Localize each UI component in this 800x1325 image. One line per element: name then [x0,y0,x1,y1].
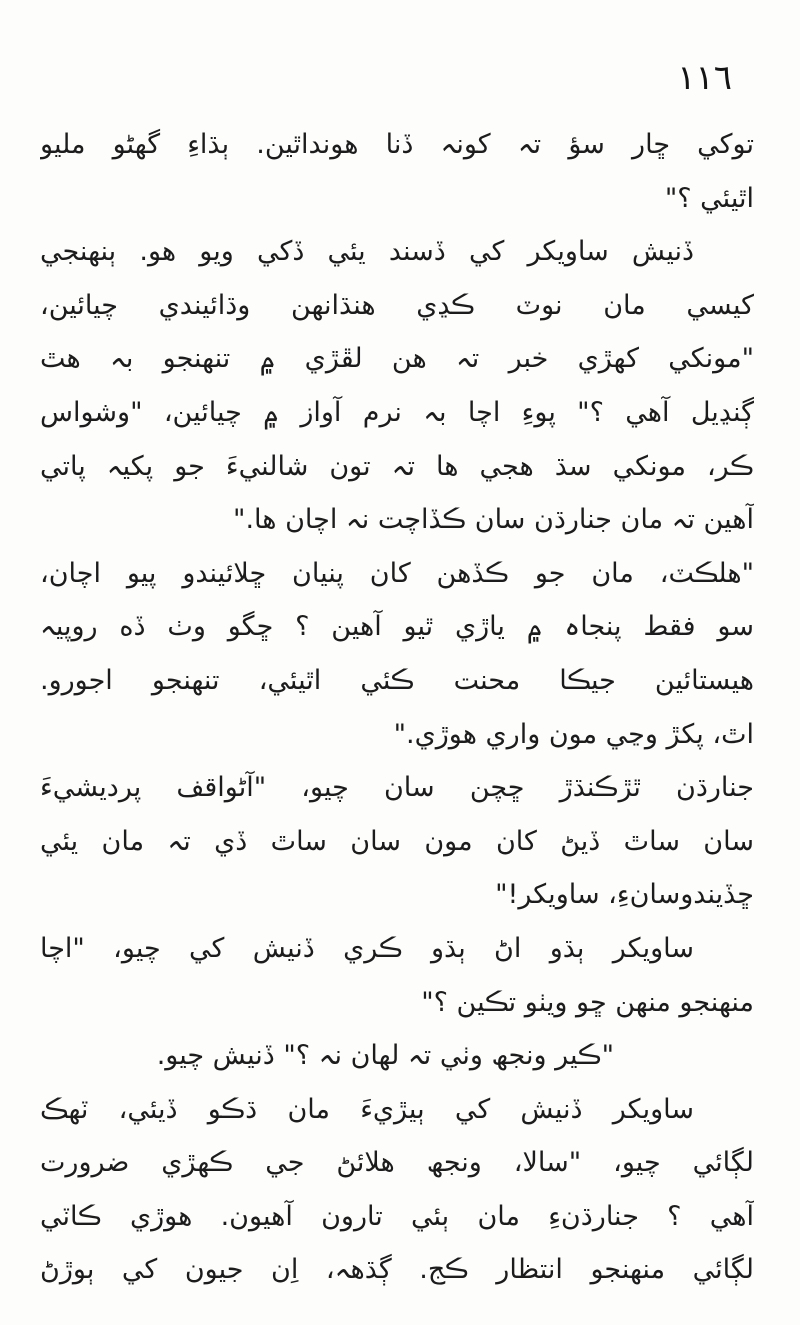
text-line: آهين تہ مان جنارڌن سان ڪڏاچت نہ اچان ها." [233,504,754,536]
text-line: "مونکي کهڙي خبر تہ هن لڦڙي ۾ تنهنجو بہ هٿ [40,343,754,375]
text-line: توکي ڇار سؤ تہ کونہ ڏنا هونداٿين. ٻڌاءِ گھڻو مليو [40,129,754,160]
text-body [40,118,754,1297]
text-line: جنارڌن ٿڙڪنڌڙ ڇچن سان چيو، "آڻواقف پرديشيءَ [40,772,754,804]
text-line: ڳنڍيل آهي ؟" پوءِ اچا بہ نرم آواز ۾ چيائين، "وشواس [40,396,754,428]
text-line: اٿ، پکڙ وڃي مون واري هوڙي." [393,718,754,750]
text-line: لڳائي منهنجو انتظار ڪج. ڳڌهہ، اِن جيون کي ٻوڙڻ [40,1254,754,1286]
text-line: هيستائين جيڪا محنت ڪئي اٿيئي، تنهنجو اجورو. [40,664,754,696]
text-line: اٿيئي ؟" [664,182,754,214]
text-line: منهنجو منهن ڇو ويٺو تڪين ؟" [421,986,754,1018]
page-number: ۱۱٦ [677,58,732,98]
text-line: آهي ؟ جنارڌنءِ مان ٻئي تارون آهيون. هوڙي ڪاٽي [40,1200,754,1232]
text-line: ڪر، مونکي سڌ هجي ها تہ تون شالنيءَ جو پکيہ پاتي [40,450,754,482]
text-line: "ڪير ونجھ وٺي تہ لهان نہ ؟" ڏنيش چيو. [156,1040,614,1072]
text-line: "هلڪٽ، مان جو ڪڏهن کان پنيان ڇلائيندو پيو اچان، [40,557,754,589]
text-line: ساويکر ٻڌو اڻ ٻڌو ڪري ڏنيش کي چيو، "اچا [40,932,694,964]
text-line: ڇڏيندوسانءِ، ساويکر!" [495,879,754,911]
text-line: سو فقط پنجاہ ۾ ياڙي ٿيو آهين ؟ ڇگو وٺ ڏه روپيہ [40,611,754,643]
text-line: ڏنيش ساويکر کي ڏسند يئي ڏکي ويو هو. ٻنهنجي [40,236,694,268]
text-line: ساويکر ڏنيش کي ٻيڙيءَ مان ڌڪو ڏيئي، ٽهڪ [40,1093,694,1125]
text-line: لڳائي چيو، "سالا، ونجھ هلائڻ جي ڪهڙي ضرورت [40,1147,754,1179]
text-line: کيسي مان نوٽ ڪڍي هنڌانهن وڌائيندي چيائين، [40,289,754,321]
text-line: سان ساٿ ڏيڻ کان مون سان ساٿ ڏي تہ مان يئي [40,825,754,857]
